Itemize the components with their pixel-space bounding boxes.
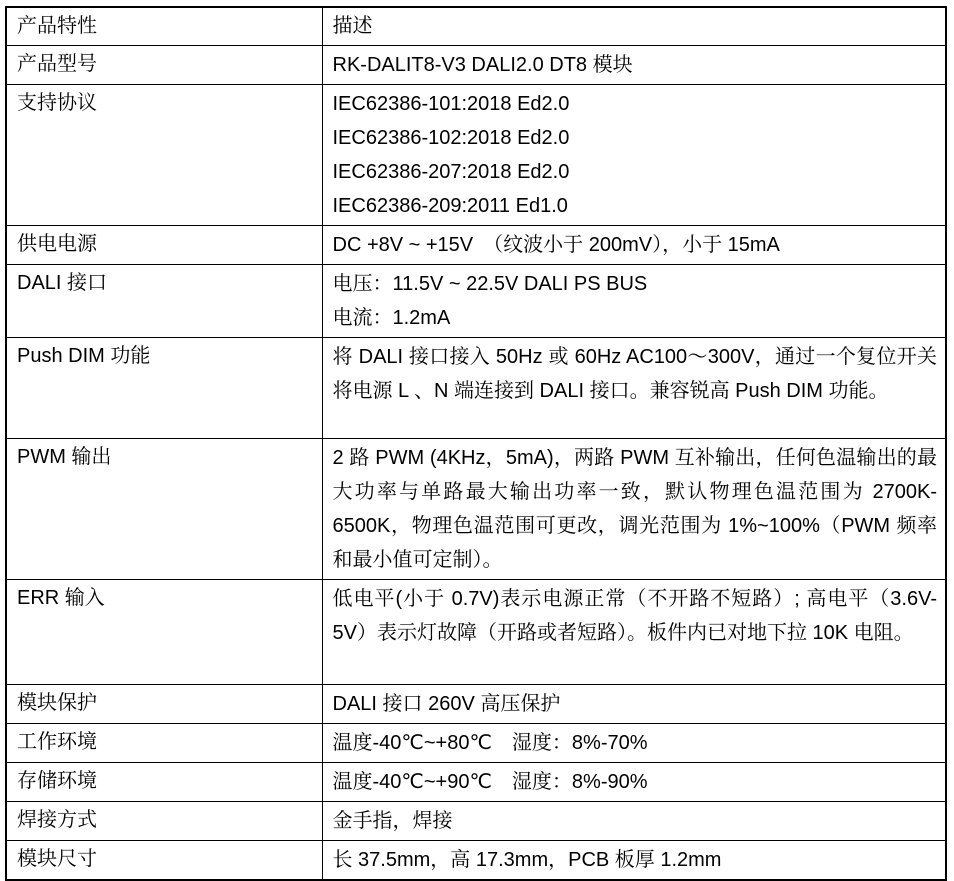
feature-label-cell: ERR 输入 — [6, 580, 322, 685]
description-cell — [322, 226, 946, 265]
spec-row — [6, 85, 946, 226]
description-cell — [322, 724, 946, 763]
description-line: 金手指，焊接 — [332, 810, 453, 832]
description-cell — [322, 439, 946, 580]
description-cell — [322, 580, 946, 685]
description-cell — [322, 841, 946, 881]
spec-row — [6, 724, 946, 763]
spec-row — [6, 226, 946, 265]
feature-label-cell: DALI 接口 — [6, 265, 322, 338]
description-cell — [322, 265, 946, 338]
spec-row — [6, 580, 946, 685]
description-line: IEC62386-101:2018 Ed2.0 — [332, 93, 570, 115]
description-cell — [322, 85, 946, 226]
spec-row — [6, 802, 946, 841]
feature-label-cell: 存储环境 — [6, 763, 322, 802]
spec-row — [6, 685, 946, 724]
feature-header-cell: 产品特性 — [6, 7, 322, 46]
spec-row — [6, 439, 946, 580]
description-line: 温度-40℃~+90℃ 湿度：8%-90% — [332, 771, 648, 793]
feature-label-cell: 工作环境 — [6, 724, 322, 763]
description-header-cell: 描述 — [322, 7, 946, 46]
spec-row — [6, 763, 946, 802]
feature-label-cell: 焊接方式 — [6, 802, 322, 841]
spec-row — [6, 338, 946, 439]
description-line: IEC62386-102:2018 Ed2.0 — [332, 127, 570, 149]
spec-row — [6, 265, 946, 338]
feature-label-cell: 模块保护 — [6, 685, 322, 724]
spec-row — [6, 841, 946, 881]
spec-table-body — [6, 7, 946, 880]
description-line: 低电平(小于 0.7V)表示电源正常（不开路不短路）; 高电平（3.6V-5V）表示灯故障（开路或者短路）。板件内已对地下拉 10K 电阻。 — [332, 588, 937, 644]
description-line: DC +8V ~ +15V （纹波小于 200mV），小于 15mA — [332, 234, 780, 256]
description-line: RK-DALIT8-V3 DALI2.0 DT8 模块 — [332, 54, 633, 76]
spec-table — [5, 6, 947, 881]
description-cell — [322, 46, 946, 85]
feature-label-cell: 供电电源 — [6, 226, 322, 265]
description-line: 2 路 PWM (4KHz，5mA)，两路 PWM 互补输出，任何色温输出的最大功率与单路最大输出功率一致，默认物理色温范围为 2700K-6500K，物理色温范围可更改，调光范围为 1%~100%（PWM 频率和最小值可定制）。 — [332, 447, 937, 571]
description-line: 将 DALI 接口接入 50Hz 或 60Hz AC100～300V，通过一个复位开关将电源 L 、N 端连接到 DALI 接口。兼容锐高 Push DIM 功能。 — [332, 346, 937, 402]
description-line: DALI 接口 260V 高压保护 — [332, 693, 561, 715]
header-row — [6, 7, 946, 46]
feature-label-cell: 支持协议 — [6, 85, 322, 226]
description-cell — [322, 802, 946, 841]
feature-label-cell: Push DIM 功能 — [6, 338, 322, 439]
description-line: 长 37.5mm，高 17.3mm，PCB 板厚 1.2mm — [332, 849, 722, 871]
description-line: IEC62386-209:2011 Ed1.0 — [332, 195, 568, 217]
description-line: 电流：1.2mA — [332, 307, 451, 329]
feature-label-cell: 模块尺寸 — [6, 841, 322, 881]
description-line: 电压：11.5V ~ 22.5V DALI PS BUS — [332, 273, 648, 295]
description-cell — [322, 338, 946, 439]
spec-row — [6, 46, 946, 85]
description-line: IEC62386-207:2018 Ed2.0 — [332, 161, 570, 183]
feature-label-cell: 产品型号 — [6, 46, 322, 85]
feature-label-cell: PWM 输出 — [6, 439, 322, 580]
description-line: 温度-40℃~+80℃ 湿度：8%-70% — [332, 732, 648, 754]
description-cell — [322, 685, 946, 724]
description-cell — [322, 763, 946, 802]
